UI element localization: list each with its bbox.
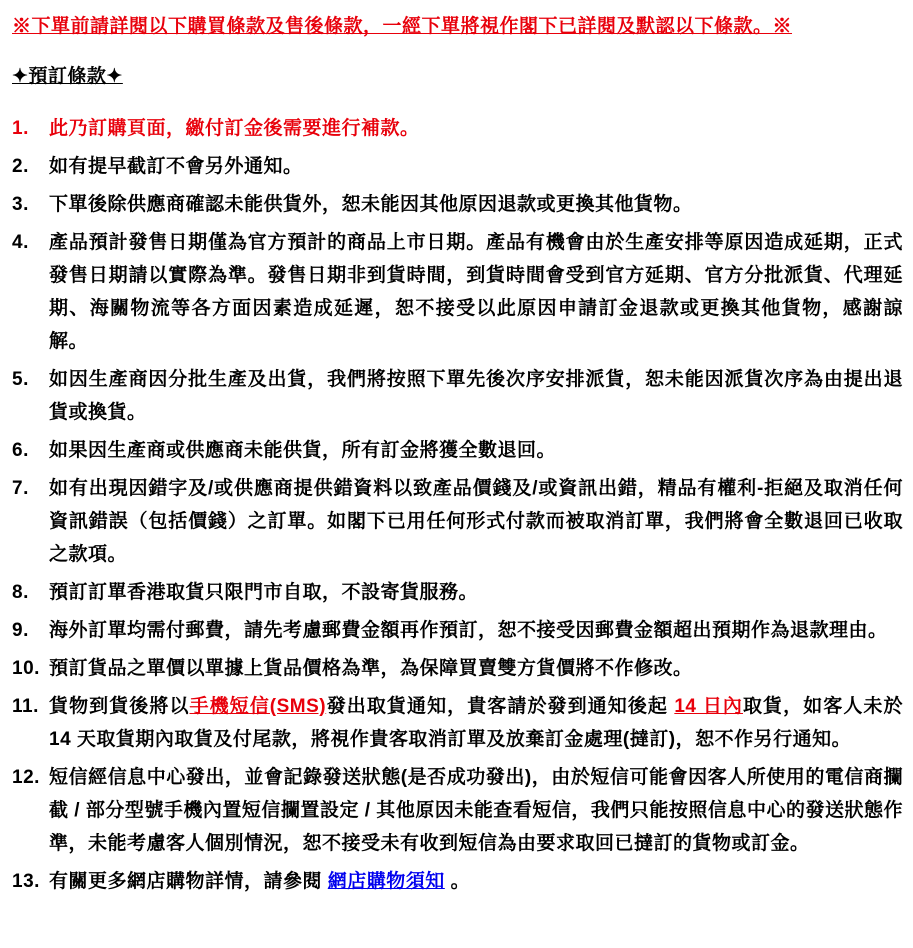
- term-text: [49, 614, 903, 647]
- term-text: [49, 363, 903, 429]
- term-text: [49, 226, 903, 358]
- term-item: [12, 865, 903, 898]
- term-item: [12, 472, 903, 571]
- term-item: [12, 226, 903, 358]
- term-segment: 14 日內: [674, 696, 743, 717]
- term-number: 10.: [12, 658, 40, 679]
- term-item: [12, 363, 903, 429]
- term-number: 2.: [12, 156, 29, 177]
- term-number: 7.: [12, 478, 29, 499]
- term-text: [49, 188, 903, 221]
- term-text: [49, 576, 903, 609]
- term-number: 6.: [12, 440, 29, 461]
- term-item: [12, 188, 903, 221]
- term-number: 3.: [12, 194, 29, 215]
- term-segment: 海外訂單均需付郵費，請先考慮郵費金額再作預訂，恕不接受因郵費金額超出預期作為退款理由。: [49, 620, 888, 641]
- term-item: [12, 690, 903, 756]
- term-number: 13.: [12, 871, 40, 892]
- term-number: 1.: [12, 118, 29, 139]
- term-number: 9.: [12, 620, 29, 641]
- terms-list: [12, 112, 903, 898]
- term-item: [12, 652, 903, 685]
- term-item: [12, 576, 903, 609]
- term-text: [49, 652, 903, 685]
- term-segment: 此乃訂購頁面，繳付訂金後需要進行補款。: [49, 118, 420, 139]
- term-segment: 如有出現因錯字及/或供應商提供錯資料以致產品價錢及/或資訊出錯，精品有權利-拒絕及取消任何資訊錯誤（包括價錢）之訂單。如閣下已用任何形式付款而被取消訂單，我們將會全數退回已收取之款項。: [49, 478, 903, 565]
- term-number: 5.: [12, 369, 29, 390]
- term-text: [49, 761, 903, 860]
- term-segment: 貨物到貨後將以: [49, 696, 190, 717]
- term-segment: 預訂貨品之單價以單據上貨品價格為準，為保障買賣雙方貨價將不作修改。: [49, 658, 693, 679]
- section-title-preorder-terms: ✦預訂條款✦: [12, 66, 123, 87]
- term-number: 8.: [12, 582, 29, 603]
- term-item: [12, 761, 903, 860]
- term-text: [49, 112, 903, 145]
- term-text: [49, 690, 903, 756]
- term-text: [49, 472, 903, 571]
- term-item: [12, 112, 903, 145]
- term-segment: 。: [444, 871, 471, 892]
- term-number: 12.: [12, 767, 40, 788]
- term-segment: 手機短信(SMS): [189, 696, 327, 717]
- term-item: [12, 150, 903, 183]
- page-title: ※下單前請詳閱以下購買條款及售後條款，一經下單將視作閣下已詳閱及默認以下條款。※: [12, 16, 793, 37]
- term-segment: 短信經信息中心發出，並會記錄發送狀態(是否成功發出)，由於短信可能會因客人所使用的電信商攔截 / 部分型號手機內置短信攔置設定 / 其他原因未能查看短信，我們只能按照信息中心的發送狀態作準，未能考慮客人個別情況，恕不接受未有收到短信為由要求取回已撻訂的貨物或訂金。: [49, 767, 903, 854]
- term-text: [49, 150, 903, 183]
- term-segment: 下單後除供應商確認未能供貨外，恕未能因其他原因退款或更換其他貨物。: [49, 194, 693, 215]
- term-number: 11.: [12, 696, 39, 717]
- term-item: [12, 614, 903, 647]
- term-segment: 如果因生產商或供應商未能供貨，所有訂金將獲全數退回。: [49, 440, 557, 461]
- term-item: [12, 434, 903, 467]
- term-segment: 有關更多網店購物詳情，請參閱: [49, 871, 328, 892]
- shop-guide-link[interactable]: 網店購物須知: [327, 871, 445, 892]
- term-segment: 預訂訂單香港取貨只限門市自取，不設寄貨服務。: [49, 582, 479, 603]
- term-text: [49, 434, 903, 467]
- term-segment: 如因生產商因分批生產及出貨，我們將按照下單先後次序安排派貨，恕未能因派貨次序為由提出退貨或換貨。: [49, 369, 903, 423]
- term-segment: 如有提早截訂不會另外通知。: [49, 156, 303, 177]
- term-number: 4.: [12, 232, 29, 253]
- term-segment: 取貨，如客人未於 14 天取貨期內取貨及付尾款，將視作貴客取消訂單及放棄訂金處理(撻訂)，恕不作另行通知。: [49, 696, 903, 750]
- term-segment: 發出取貨通知，貴客請於發到通知後起: [326, 696, 675, 717]
- term-segment: 產品預計發售日期僅為官方預計的商品上市日期。產品有機會由於生產安排等原因造成延期，正式發售日期請以實際為準。發售日期非到貨時間，到貨時間會受到官方延期、官方分批派貨、代理延期、海關物流等各方面因素造成延遲，恕不接受以此原因申請訂金退款或更換其他貨物，感謝諒解。: [49, 232, 903, 352]
- term-text: [49, 865, 903, 898]
